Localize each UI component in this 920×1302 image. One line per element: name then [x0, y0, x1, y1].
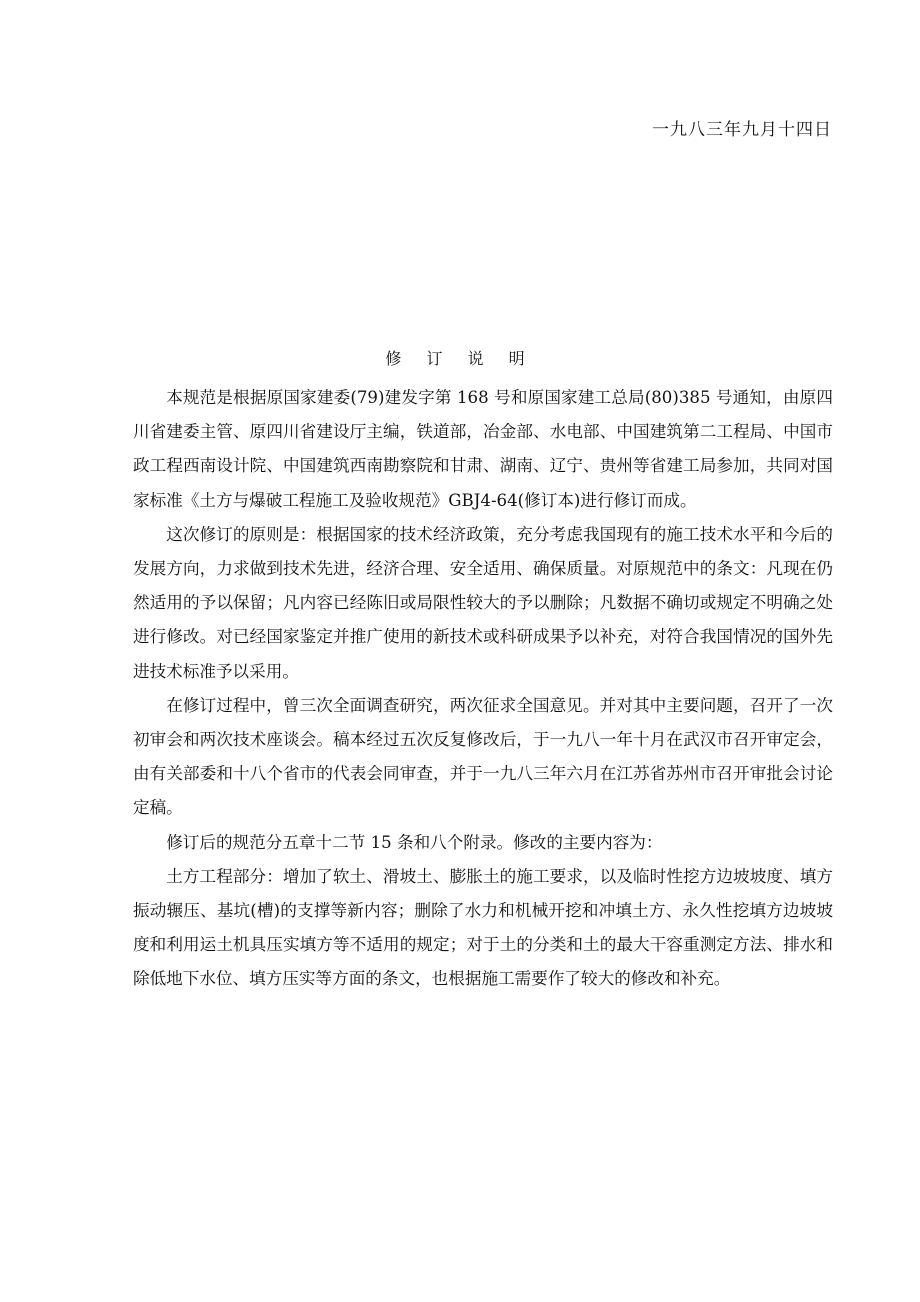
paragraph-structure: 修订后的规范分五章十二节 15 条和八个附录。修改的主要内容为： [166, 832, 663, 852]
paragraph-earthwork: 土方工程部分：增加了软土、滑坡土、膨胀土的施工要求，以及临时性挖方边坡坡度、填方振动辗压、基坑(槽)的支撑等新内容；删除了水力和机械开挖和冲填土方、永久性挖填方边坡坡度和利用运土机具压实填方等不适用的规定；对于土的分类和土的最大干容重测定方法、排水和除低地下水位、填方压实等方面的条文，也根据施工需要作了较大的修改和补充。 [133, 866, 833, 989]
document-body [133, 381, 833, 997]
document-date: 一九八三年九月十四日 [652, 120, 832, 140]
paragraph-basis: 本规范是根据原国家建委(79)建发字第 168 号和原国家建工总局(80)385 号通知，由原四川省建委主管、原四川省建设厅主编，铁道部，冶金部、水电部、中国建筑第二工程局、中国市政工程西南设计院、中国建筑西南勘察院和甘肃、湖南、辽宁、贵州等省建工局参加，共同对国家标准《土方与爆破工程施工及验收规范》GBJ4-64(修订本)进行修订而成。 [133, 388, 833, 510]
paragraph-principles: 这次修订的原则是：根据国家的技术经济政策，充分考虑我国现有的施工技术水平和今后的发展方向，力求做到技术先进，经济合理、安全适用、确保质量。对原规范中的条文：凡现在仍然适用的予以保留；凡内容已经陈旧或局限性较大的予以删除；凡数据不确切或规定不明确之处进行修改。对已经国家鉴定并推广使用的新技术或科研成果予以补充，对符合我国情况的国外先进技术标准予以采用。 [133, 524, 833, 681]
paragraph-process: 在修订过程中，曾三次全面调查研究，两次征求全国意见。并对其中主要问题，召开了一次初审会和两次技术座谈会。稿本经过五次反复修改后，于一九八一年十月在武汉市召开审定会，由有关部委和十八个省市的代表会同审查，并于一九八三年六月在江苏省苏州市召开审批会讨论定稿。 [133, 695, 833, 818]
section-title: 修 订 说 明 [385, 349, 535, 368]
